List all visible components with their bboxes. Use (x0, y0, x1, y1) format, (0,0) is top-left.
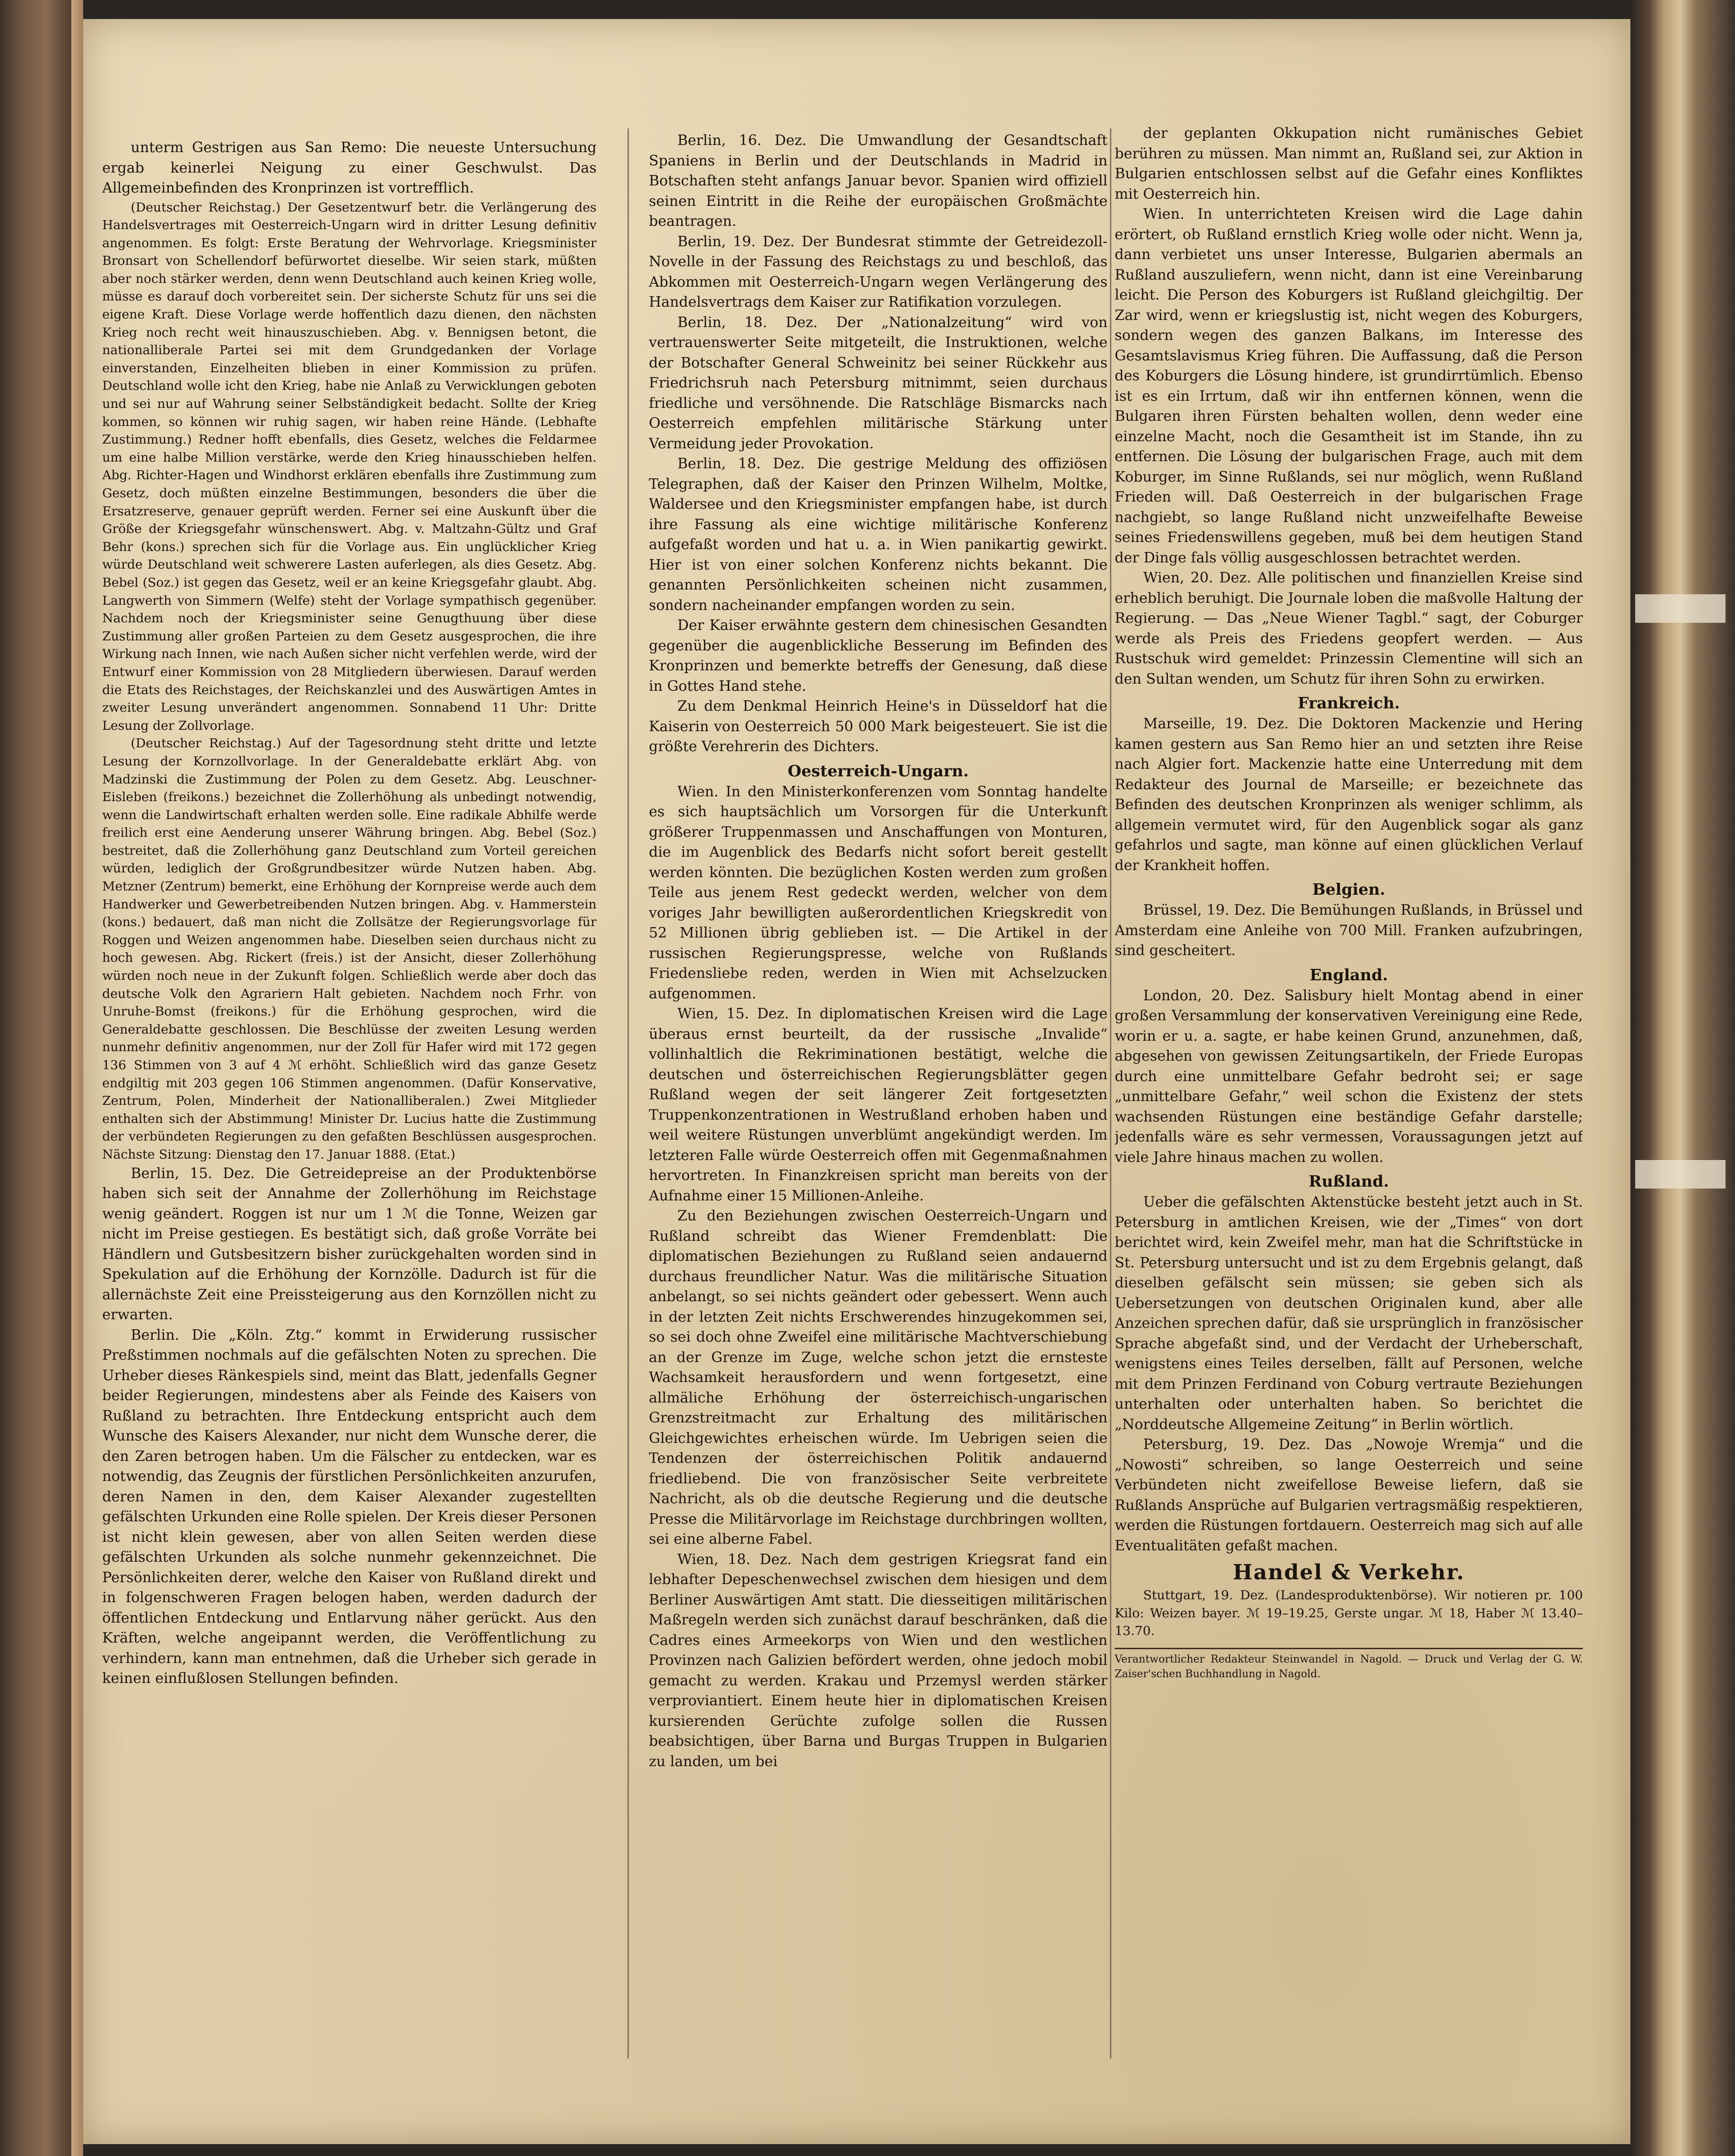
column-2 (649, 131, 1108, 2059)
article-text: Stuttgart, 19. Dez. (Landesproduktenbörse). Wir notieren pr. 100 Kilo: Weizen bayer. ℳ 19–19.25, Gerste ungar. ℳ 18, Haber ℳ 13.40–13.70. (1115, 1588, 1583, 1639)
article-text: Brüssel, 19. Dez. Die Bemühungen Rußlands, in Brüssel und Amsterdam eine Anleihe von 700 Mill. Franken aufzubringen, sind gescheitert. (1115, 902, 1583, 959)
imprint-footer: Verantwortlicher Redakteur Steinwandel in Nagold. — Druck und Verlag der G. W. Zaiser'schen Buchhandlung in Nagold. (1115, 1648, 1583, 1682)
article-text: Wien, 15. Dez. In diplomatischen Kreisen wird die Lage überaus ernst beurteilt, da der russische „Invalide“ vollinhaltlich die Rekriminationen bestätigt, welche die deutschen und österreichischen Regierungsblätter gegen Rußland wegen der seit längerer Zeit fortgesetzten Truppenkonzentrationen in Westrußland erhoben haben und weil weitere Rüstungen unverblümt angekündigt werden. Im letzteren Falle würde Oesterreich offen mit Gegenmaßnahmen hervortreten. In Finanzkreisen spricht man bereits von der Aufnahme einer 15 Millionen-Anleihe. (649, 1005, 1108, 1204)
article-text: Berlin, 15. Dez. Die Getreidepreise an der Produktenbörse haben sich seit der Annahme der Zollerhöhung im Reichstage wenig geändert. Roggen ist nur um 1 ℳ die Tonne, Weizen gar nicht im Preise gestiegen. Es bestätigt sich, daß große Vorräte bei Händlern und Gutsbesitzern bisher zurückgehalten worden sind in Spekulation auf die Erhöhung der Kornzölle. Dadurch ist für die allernächste Zeit eine Preissteigerung aus den Kornzöllen nicht zu erwarten. (102, 1165, 597, 1324)
article-text: der geplanten Okkupation nicht rumänisches Gebiet berühren zu müssen. Man nimmt an, Rußland sei, zur Aktion in Bulgarien entschlossen selbst auf die Gefahr eines Konfliktes mit Oesterreich hin. (1115, 125, 1583, 203)
article-text: Berlin, 19. Dez. Der Bundesrat stimmte der Getreidezoll-Novelle in der Fassung des Reichstags zu und beschloß, das Abkommen mit Oesterreich-Ungarn wegen Verlängerung des Handelsvertrags dem Kaiser zur Ratifikation vorzulegen. (649, 233, 1108, 310)
article-text: (Deutscher Reichstag.) Der Gesetzentwurf betr. die Verlängerung des Handelsvertrages mit Oesterreich-Ungarn wird in dritter Lesung definitiv angenommen. Es folgt: Erste Beratung der Wehrvorlage. Kriegsminister Bronsart von Schellendorf befürwortet dieselbe. Wir seien stark, müßten aber noch stärker werden, denn wenn Deutschland auch keinen Krieg wolle, müsse es darauf doch vorbereitet sein. Der sicherste Schutz für uns sei die eigene Kraft. Diese Vorlage werde hoffentlich dazu dienen, den nächsten Krieg noch recht weit hinauszuschieben. Abg. v. Bennigsen betont, die nationalliberale Partei sei mit dem Grundgedanken der Vorlage einverstanden, Einzelheiten blieben in einer Kommission zu prüfen. Deutschland wolle icht den Krieg, habe nie Anlaß zu Verwicklungen geboten und sei nur auf Wahrung seiner Selbständigkeit bedacht. Sollte der Krieg kommen, so können wir ruhig sagen, wir haben reine Hände. (Lebhafte Zustimmung.) Redner hofft ebenfalls, dies Gesetz, welches die Feldarmee um eine halbe Million verstärke, werde den Krieg hinausschieben helfen. Abg. Richter-Hagen und Windhorst erklären ebenfalls ihre Zustimmung zum Gesetz, doch müßten einzelne Bestimmungen, besonders die über die Ersatzreserve, genauer geprüft werden. Ferner sei eine Auskunft über die Größe der Kriegsgefahr wünschenswert. Abg. v. Maltzahn-Gültz und Graf Behr (kons.) sprechen sich für die Vorlage aus. Ein unglücklicher Krieg würde Deutschland weit schwerere Lasten auferlegen, als dies Gesetz. Abg. Bebel (Soz.) ist gegen das Gesetz, weil er an keine Kriegsgefahr glaubt. Abg. Langwerth von Simmern (Welfe) steht der Vorlage sympathisch gegenüber. Nachdem noch der Kriegsminister seine Genugthuung über diese Zustimmung aller großen Parteien zu dem Gesetz ausgesprochen, die ihre Wirkung nach Innen, wie nach Außen sicher nicht verfehlen werde, wird der Entwurf einer Kommission von 28 Mitgliedern überwiesen. Darauf werden die Etats des Reichstages, der Reichskanzlei und des Auswärtigen Amtes in zweiter Lesung unverändert angenommen. Sonnabend 11 Uhr: Dritte Lesung der Zollvorlage. (102, 200, 597, 733)
section-heading: Oesterreich-Ungarn. (788, 761, 969, 780)
article-text: Berlin. Die „Köln. Ztg.“ kommt in Erwiderung russischer Preßstimmen nochmals auf die gefälschten Noten zu sprechen. Die Urheber dieses Ränkespiels sind, meint das Blatt, jedenfalls Gegner beider Regierungen, mindestens aber als Feinde des Kaisers von Rußland zu betrachten. Ihre Entdeckung entspricht auch dem Wunsche des Kaisers Alexander, nur nicht dem Wunsche derer, die den Zaren betrogen haben. Um die Fälscher zu entdecken, war es notwendig, das Zeugnis der fürstlichen Persönlichkeiten anzurufen, deren Namen in den, dem Kaiser Alexander zugestellten gefälschten Urkunden eine Rolle spielen. Der Kreis dieser Personen ist nicht klein gewesen, aber von allen Seiten werden diese gefälschten Urkunden als solche nunmehr gekennzeichnet. Die Persönlichkeiten derer, welche den Kaiser von Rußland direkt und in folgenschweren Fragen belogen haben, werden dadurch der öffentlichen Entdeckung und Entlarvung näher gerückt. Aus den Kräften, welche angeipannt werden, die Veröffentlichung zu verhindern, kann man entnehmen, daß die Urheber sich gerade in keinen einflußlosen Stellungen befinden. (102, 1326, 597, 1687)
tape-mark (1635, 1160, 1725, 1189)
article-text: London, 20. Dez. Salisbury hielt Montag abend in einer großen Versammlung der konservativen Vereinigung eine Rede, worin er u. a. sagte, er habe keinen Grund, anzunehmen, daß, abgesehen von gewissen Zeitungsartikeln, der Friede Europas durch eine unmittelbare Gefahr bedroht sei; er sage „unmittelbare Gefahr,“ weil schon die Existenz der stets wachsenden Rüstungen eine beständige Gefahr darstelle; jedenfalls wäre es sehr vermessen, Voraussagungen jetzt auf viele Jahre hinaus machen zu wollen. (1115, 987, 1583, 1166)
article-text: Petersburg, 19. Dez. Das „Nowoje Wremja“ und die „Nowosti“ schreiben, so lange Oesterreich und seine Verbündeten nicht zweifellose Beweise liefern, daß sie Rußlands Ansprüche auf Bulgarien vertragsmäßig respektieren, werden die Rüstungen fortdauern. Oesterreich mag sich auf alle Eventualitäten gefaßt machen. (1115, 1436, 1583, 1554)
column-rule (1110, 128, 1111, 2059)
article-text: Wien, 18. Dez. Nach dem gestrigen Kriegsrat fand ein lebhafter Depeschenwechsel zwischen dem hiesigen und dem Berliner Auswärtigen Amt statt. Die diesseitigen militärischen Maßregeln werden sich zunächst darauf beschränken, daß die Cadres eines Armeekorps von Wien und den westlichen Provinzen nach Galizien befördert werden, ohne jedoch mobil gemacht zu werden. Krakau und Przemysl werden stärker verproviantiert. Einem heute hier in diplomatischen Kreisen kursierenden Gerüchte zufolge sollen die Russen beabsichtigen, über Barna und Burgas Truppen in Bulgarien zu landen, um bei (649, 1551, 1108, 1770)
article-text: unterm Gestrigen aus San Remo: Die neueste Untersuchung ergab keinerlei Neigung zu einer Geschwulst. Das Allgemeinbefinden des Kronprinzen ist vortrefflich. (102, 139, 597, 196)
section-heading: Belgien. (1312, 880, 1386, 899)
article-text: (Deutscher Reichstag.) Auf der Tagesordnung steht dritte und letzte Lesung der Kornzollvorlage. In der Generaldebatte erklärt Abg. von Madzinski die Zustimmung der Polen zu dem Gesetz. Abg. Leuschner-Eisleben (freikons.) bezeichnet die Zollerhöhung als unbedingt notwendig, wenn die Landwirtschaft erhalten werden solle. Eine radikale Abhilfe werde freilich erst eine Aenderung unserer Währung bringen. Abg. Bebel (Soz.) bestreitet, daß die Zollerhöhung ganz Deutschland zum Vorteil gereichen würden, lediglich der Großgrundbesitzer würde Nutzen haben. Abg. Metzner (Zentrum) bemerkt, eine Erhöhung der Kornpreise werde auch dem Handwerker und Gewerbetreibenden Nutzen bringen. Abg. v. Hammerstein (kons.) bedauert, daß man nicht die Zollsätze der Regierungsvorlage für Roggen und Weizen angenommen habe. Dieselben seien durchaus nicht zu hoch gewesen. Abg. Rickert (freis.) ist der Ansicht, dieser Zollerhöhung würden noch neue in der Zukunft folgen. Schließlich werde aber doch das deutsche Volk den Agrariern Halt gebieten. Nachdem noch Frhr. von Unruhe-Bomst (freikons.) für die Erhöhung gesprochen, wird die Generaldebatte geschlossen. Die Beschlüsse der zweiten Lesung werden nunmehr definitiv angenommen, nur der Zoll für Hafer wird mit 172 gegen 136 Stimmen von 3 auf 4 ℳ erhöht. Schließlich wird das ganze Gesetz endgiltig mit 203 gegen 106 Stimmen angenommen. (Dafür Konservative, Zentrum, Polen, Minderheit der Nationalliberalen.) Zwei Mitglieder enthalten sich der Abstimmung! Minister Dr. Lucius hatte die Zustimmung der verbündeten Regierungen zu den gefaßten Beschlüssen ausgesprochen. Nächste Sitzung: Dienstag den 17. Januar 1888. (Etat.) (102, 736, 597, 1162)
section-heading: Frankreich. (1298, 694, 1400, 712)
article-text: Wien, 20. Dez. Alle politischen und finanziellen Kreise sind erheblich beruhigt. Die Journale loben die maßvolle Haltung der Regierung. — Das „Neue Wiener Tagbl.“ sagt, der Coburger werde als Preis des Friedens geopfert werden. — Aus Rustschuk wird gemeldet: Prinzessin Clementine will sich an den Sultan wenden, um Schutz für ihren Sohn zu erwirken. (1115, 570, 1583, 687)
tape-mark (1635, 594, 1725, 623)
article-text: Marseille, 19. Dez. Die Doktoren Mackenzie und Hering kamen gestern aus San Remo hier an und setzten ihre Reise nach Algier fort. Mackenzie hatte eine Unterredung mit dem Redakteur des Journal de Marseille; er bezeichnete das Befinden des deutschen Kronprinzen als weniger schlimm, als allgemein vermutet wird, für den Augenblick sogar als ganz gefahrlos und sagte, man könne auf einen glücklichen Verlauf der Krankheit hoffen. (1115, 715, 1583, 874)
article-text: Berlin, 18. Dez. Der „Nationalzeitung“ wird von vertrauenswerter Seite mitgeteilt, die Instruktionen, welche der Botschafter General Schweinitz bei seiner Rückkehr aus Friedrichsruh nach Petersburg mitnimmt, seien durchaus friedliche und versöhnende. Die Ratschläge Bismarcks nach Oesterreich empfehlen militärische Stärkung unter Vermeidung jeder Provokation. (649, 314, 1108, 452)
column-rule (627, 128, 629, 2059)
page-gutter (71, 0, 83, 2156)
article-text: Berlin, 18. Dez. Die gestrige Meldung des offiziösen Telegraphen, daß der Kaiser den Prinzen Wilhelm, Moltke, Waldersee und den Kriegsminister empfangen habe, ist durch ihre Fassung als eine wichtige militärische Konferenz aufgefaßt worden und hat u. a. in Wien panikartig gewirkt. Hier ist von einer solchen Konferenz nichts bekannt. Die genannten Persönlichkeiten scheinen nicht zusammen, sondern nacheinander empfangen worden zu sein. (649, 455, 1108, 614)
section-heading: Rußland. (1309, 1172, 1389, 1190)
section-heading: England. (1310, 965, 1388, 984)
article-text: Der Kaiser erwähnte gestern dem chinesischen Gesandten gegenüber die augenblickliche Besserung im Befinden des Kronprinzen und bemerkte betreffs der Genesung, daß diese in Gottes Hand stehe. (649, 617, 1108, 695)
article-text: Wien. In den Ministerkonferenzen vom Sonntag handelte es sich hauptsächlich um Vorsorgen für die Unterkunft größerer Truppenmassen und Anschaffungen von Monturen, die im Augenblick des Bedarfs nicht sofort bereit gestellt werden könnten. Die bezüglichen Kosten werden zum großen Teile aus jenem Rest gedeckt werden, welcher von dem voriges Jahr bewilligten außerordentlichen Kriegskredit von 52 Millionen übrig geblieben ist. — Die Artikel in der russischen Regierungspresse, welche von Rußlands Friedensliebe reden, werden in Wien mit Achselzucken aufgenommen. (649, 783, 1108, 1002)
book-edge-right (1630, 0, 1735, 2156)
section-heading: Handel & Verkehr. (1233, 1560, 1465, 1585)
book-binding-left (0, 0, 83, 2156)
article-text: Zu dem Denkmal Heinrich Heine's in Düsseldorf hat die Kaiserin von Oesterreich 50 000 Mark beigesteuert. Sie ist die größte Verehrerin des Dichters. (649, 698, 1108, 755)
article-text: Wien. In unterrichteten Kreisen wird die Lage dahin erörtert, ob Rußland ernstlich Krieg wolle oder nicht. Wenn ja, dann verbietet uns unser Interesse, Bulgarien abermals an Rußland auszuliefern, wenn nicht, dann ist eine Vereinbarung leicht. Die Person des Koburgers ist Rußland gleichgiltig. Der Zar wird, wenn er kriegslustig ist, nicht wegen des Koburgers, sondern wegen des ganzen Balkans, im Interesse des Gesamtslavismus Krieg führen. Die Auffassung, daß die Person des Koburgers die Lösung hindere, ist grundirrtümlich. Ebenso ist es ein Irrtum, daß wir ihn entfernen können, wenn die Bulgaren ihren Fürsten behalten wollen, denn weder eine einzelne Macht, noch die Gesamtheit ist im Stande, ihn zu entfernen. Die Lösung der bulgarischen Frage, auch mit dem Koburger, im Sinne Rußlands, sei nur möglich, wenn Rußland Frieden will. Daß Oesterreich in der bulgarischen Frage nachgiebt, so lange Rußland nicht unzweifelhafte Beweise seines Friedenswillens gegeben, muß bei dem heutigen Stand der Dinge fals völlig ausgeschlossen betrachtet werden. (1115, 206, 1583, 566)
article-text: Zu den Beziehungen zwischen Oesterreich-Ungarn und Rußland schreibt das Wiener Fremdenblatt: Die diplomatischen Beziehungen zu Rußland seien andauernd durchaus freundlicher Natur. Was die militärische Situation anbelangt, so sei nichts geändert oder gebessert. Wenn auch in der letzten Zeit nichts Erschwerendes hinzugekommen sei, so sei doch ohne Zweifel eine militärische Machtverschiebung an der Grenze im Zuge, welche schon jetzt die ernsteste Wachsamkeit herausfordern und wenn fortgesetzt, eine allmäliche Erhöhung der österreichisch-ungarischen Grenzstreitmacht zur Erhaltung des militärischen Gleichgewichtes erheischen würde. Im Uebrigen seien die Tendenzen der österreichischen Politik andauernd friedliebend. Die von französischer Seite verbreitete Nachricht, als ob die deutsche Regierung und die deutsche Presse die Militärvorlage im Reichstage durchbringen wollten, sei eine alberne Fabel. (649, 1208, 1108, 1547)
column-1 (102, 138, 597, 2059)
article-text: Berlin, 16. Dez. Die Umwandlung der Gesandtschaft Spaniens in Berlin und der Deutschlands in Madrid in Botschaften steht anfangs Januar bevor. Spanien wird offiziell seinen Eintritt in die Reihe der europäischen Großmächte beantragen. (649, 132, 1108, 230)
article-text: Ueber die gefälschten Aktenstücke besteht jetzt auch in St. Petersburg in amtlichen Kreisen, wie der „Times“ von dort berichtet wird, kein Zweifel mehr, man hat die Schriftstücke in St. Petersburg untersucht und ist zu dem Ergebnis gelangt, daß dieselben gefälscht sein müssen; sie geben sich als Uebersetzungen von deutschen Originalen kund, aber alle Anzeichen sprechen dafür, daß sie ursprünglich in französischer Sprache abgefaßt sind, und der Verdacht der Urheberschaft, wenigstens eines Teiles derselben, fällt auf Personen, welche mit dem Prinzen Ferdinand von Coburg vertraute Beziehungen unterhalten oder unterhalten haben. So berichtet die „Norddeutsche Allgemeine Zeitung“ in Berlin wörtlich. (1115, 1194, 1583, 1433)
column-3 (1115, 124, 1583, 2059)
